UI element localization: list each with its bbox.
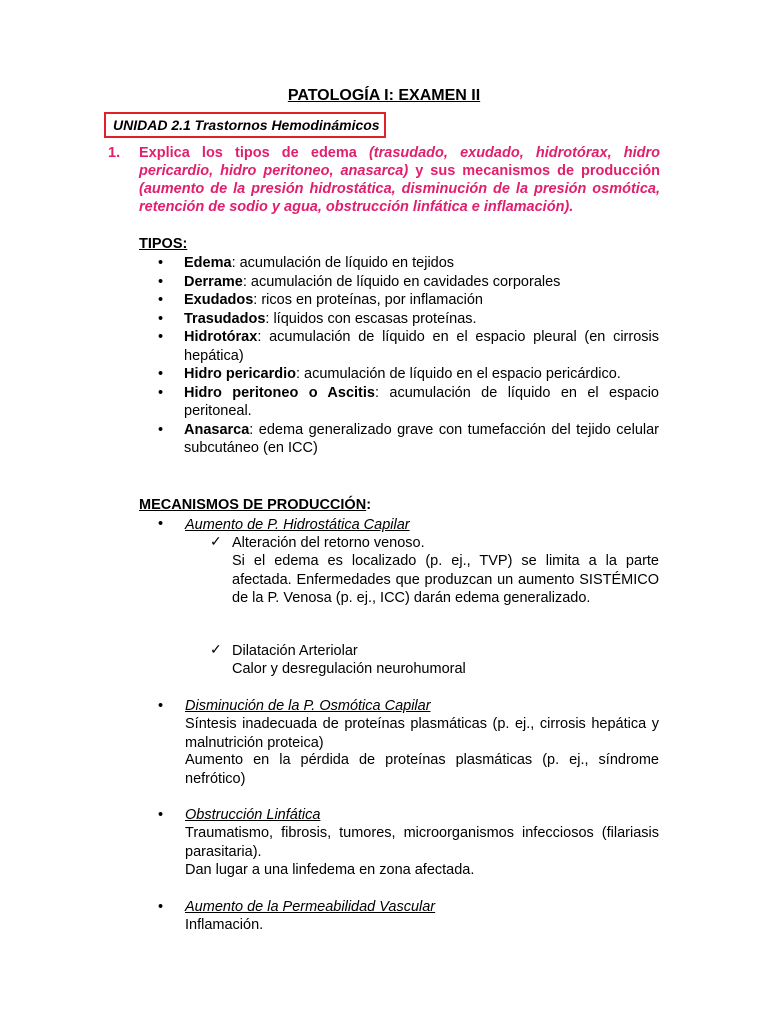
list-item: • Hidro pericardio: acumulación de líquido en el espacio pericárdico. (158, 366, 621, 382)
mechanism-2-title: Disminución de la P. Osmótica Capilar (185, 698, 431, 714)
list-item: • Anasarca: edema generalizado grave con tumefacción del tejido celular subcutáneo (en ICC) (158, 421, 659, 456)
list-item: • Edema: acumulación de líquido en tejidos (158, 255, 455, 271)
mechanism-1-title: Aumento de P. Hidrostática Capilar (185, 517, 410, 533)
checkmark-icon: ✓ (210, 641, 222, 657)
mechanism-3-text-1: Traumatismo, fibrosis, tumores, microorganismos infecciosos (filariasis parasitaria). (185, 825, 659, 860)
list-item: • Derrame: acumulación de líquido en cavidades corporales (158, 273, 561, 290)
mechanism-2-text-1: Síntesis inadecuada de proteínas plasmáticas (p. ej., cirrosis hepática y malnutrición proteica) (185, 716, 659, 751)
unit-heading-box: UNIDAD 2.1 Trastornos Hemodinámicos (104, 112, 386, 138)
mechanism-1-check-2-text: Calor y desregulación neurohumoral (232, 661, 466, 677)
list-item: • Hidro peritoneo o Ascitis: acumulación de líquido en el espacio peritoneal. (158, 384, 660, 419)
mechanism-2-text-2: Aumento en la pérdida de proteínas plasmáticas (p. ej., síndrome nefrótico) (185, 752, 659, 787)
mechanism-1-check-1-text: Si el edema es localizado (p. ej., TVP) se limita a la parte afectada. Enfermedades que produzcan un aumento SISTÉMICO de la P. Venosa (p. ej., ICC) darán edema generalizado. (232, 553, 659, 606)
bullet-icon: • (158, 807, 164, 823)
mechanism-1-check-2-title: Dilatación Arteriolar (232, 643, 358, 659)
tipos-heading: TIPOS: (139, 236, 188, 252)
mechanism-3-title: Obstrucción Linfática (185, 807, 321, 823)
tipos-list (139, 254, 659, 458)
list-item: • Hidrotórax: acumulación de líquido en el espacio pleural (en cirrosis hepática) (158, 329, 659, 364)
mechanism-4-text-1: Inflamación. (185, 917, 264, 933)
mechanism-1-check-1-title: Alteración del retorno venoso. (232, 535, 425, 551)
question-number: 1. (108, 145, 121, 161)
list-item: • Trasudados: líquidos con escasas proteínas. (158, 310, 477, 327)
mechanism-4-title: Aumento de la Permeabilidad Vascular (185, 899, 436, 915)
list-item: • Exudados: ricos en proteínas, por inflamación (158, 292, 483, 308)
mecanismos-heading: MECANISMOS DE PRODUCCIÓN: (139, 497, 372, 513)
question-1 (108, 144, 660, 216)
question-text: Explica los tipos de edema (trasudado, exudado, hidrotórax, hidro pericardio, hidro peritoneo, anasarca) y sus mecanismos de producción (aumento de la presión hidrostática, disminución de la presión osmótica, retención de sodio y agua, obstrucción linfática e inflamación). (139, 145, 660, 215)
bullet-icon: • (158, 698, 164, 714)
bullet-icon: • (158, 516, 164, 532)
checkmark-icon: ✓ (210, 533, 222, 549)
page-title: PATOLOGÍA I: EXAMEN II (287, 87, 481, 104)
mechanism-3-text-2: Dan lugar a una linfedema en zona afectada. (185, 862, 475, 878)
bullet-icon: • (158, 899, 164, 915)
